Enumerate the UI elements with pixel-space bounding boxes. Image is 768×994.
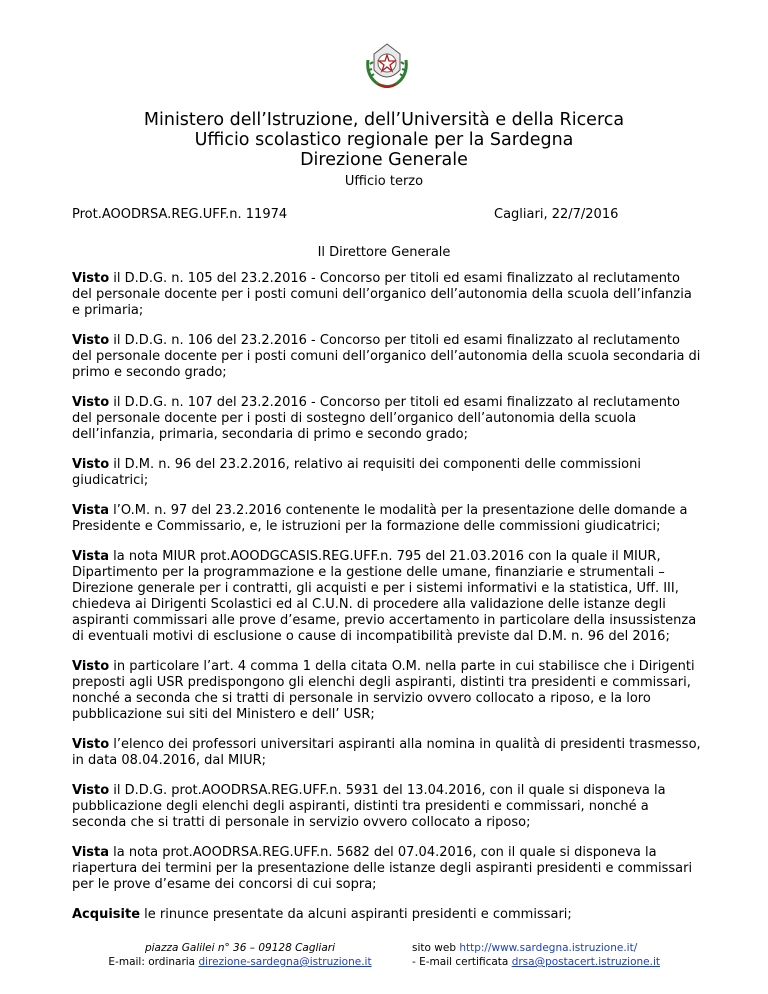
paragraph-text: la nota MIUR prot.AOODGCASIS.REG.UFF.n. 795 del 21.03.2016 con la quale il MIUR, Dipartimento per la programmazione e la gestione delle umane, finanziarie e strumentali – Direzione generale per i contratti, gli acquisti e per i sistemi informativi e la statistica, Uff. III, chiedeva ai Dirigenti Scolastici ed al C.U.N. di procedere alla validazione delle istanze degli aspiranti commissari alle prove d’esame, previo accertamento in particolare della insussistenza di eventuali motivi di esclusione o cause di incompatibilità previste dal D.M. n. 96 del 2016; <box>72 549 697 644</box>
paragraph <box>72 457 702 489</box>
paragraph-text: il D.D.G. n. 107 del 23.2.2016 - Concorso per titoli ed esami finalizzato al reclutamento del personale docente per i posti di sostegno dell’organico dell’autonomia della scuola dell’infanzia, primaria, secondaria di primo e secondo grado; <box>72 395 680 442</box>
paragraph-text: in particolare l’art. 4 comma 1 della citata O.M. nella parte in cui stabilisce che i Dirigenti preposti agli USR predispongono gli elenchi degli aspiranti, distinti tra presidenti e commissari, nonché a seconda che si tratti di personale in servizio ovvero collocato a riposo, e la loro pubblicazione sui siti del Ministero e dell’ USR; <box>72 659 695 722</box>
paragraph <box>72 907 702 923</box>
paragraph-lead: Visto <box>72 333 110 348</box>
email-label: E-mail: ordinaria <box>108 956 199 968</box>
paragraph <box>72 783 702 831</box>
footer-address: piazza Galilei n° 36 – 09128 Cagliari <box>144 942 336 954</box>
directorate-name: Direzione Generale <box>300 150 468 170</box>
footer-site-line <box>412 941 712 955</box>
paragraph-text: il D.D.G. n. 106 del 23.2.2016 - Concorso per titoli ed esami finalizzato al reclutamento del personale docente per i posti comuni dell’organico dell’autonomia della scuola secondaria di primo e secondo grado; <box>72 333 701 380</box>
footer-email-line <box>90 955 390 969</box>
paragraph-text: le rinunce presentate da alcuni aspiranti presidenti e commissari; <box>140 907 572 922</box>
paragraph-text: la nota prot.AOODRSA.REG.UFF.n. 5682 del 07.04.2016, con il quale si disponeva la riapertura dei termini per la presentazione delle istanze degli aspiranti presidenti e commissari per le prove d’esame dei concorsi di cui sopra; <box>72 845 693 892</box>
paragraph <box>72 737 702 769</box>
paragraph <box>72 395 702 443</box>
pec-email-link[interactable]: drsa@postacert.istruzione.it <box>511 956 661 968</box>
paragraph-lead: Visto <box>72 457 110 472</box>
site-label: sito web <box>412 942 460 954</box>
pec-label: - E-mail certificata <box>412 956 512 968</box>
paragraph-text: l’elenco dei professori universitari aspiranti alla nomina in qualità di presidenti trasmesso, in data 08.04.2016, dal MIUR; <box>72 737 701 768</box>
ministry-name: Ministero dell’Istruzione, dell’Università e della Ricerca <box>143 110 625 130</box>
regional-office-name: Ufficio scolastico regionale per la Sardegna <box>194 130 574 150</box>
footer-contacts-right <box>412 941 712 969</box>
office-name: Ufficio terzo <box>344 174 424 189</box>
paragraph-lead: Visto <box>72 783 110 798</box>
email-ordinaria-link[interactable]: direzione-sardegna@istruzione.it <box>198 956 372 968</box>
paragraph-text: il D.D.G. n. 105 del 23.2.2016 - Concorso per titoli ed esami finalizzato al reclutamento del personale docente per i posti comuni dell’organico dell’autonomia della scuola dell’infanzia e primaria; <box>72 271 692 318</box>
paragraph-lead: Visto <box>72 271 110 286</box>
italian-republic-emblem-icon <box>364 40 410 92</box>
paragraph <box>72 549 702 645</box>
signer-title: Il Direttore Generale <box>317 245 451 260</box>
paragraph-lead: Vista <box>72 845 110 860</box>
paragraph-text: il D.D.G. prot.AOODRSA.REG.UFF.n. 5931 del 13.04.2016, con il quale si disponeva la pubblicazione degli elenchi degli aspiranti, distinti tra presidenti e commissari, nonché a seconda che si tratti di personale in servizio ovvero collocato a riposo; <box>72 783 666 830</box>
paragraph <box>72 333 702 381</box>
paragraph-lead: Visto <box>72 737 110 752</box>
paragraph <box>72 271 702 319</box>
paragraph-text: il D.M. n. 96 del 23.2.2016, relativo ai requisiti dei componenti delle commissioni giudicatrici; <box>72 457 641 488</box>
footer-pec-line <box>412 955 712 969</box>
paragraph-lead: Visto <box>72 395 110 410</box>
paragraph <box>72 845 702 893</box>
footer-contacts-left <box>90 941 390 969</box>
place-date: Cagliari, 22/7/2016 <box>494 207 619 222</box>
protocol-number: Prot.AOODRSA.REG.UFF.n. 11974 <box>72 207 288 222</box>
paragraph <box>72 659 702 723</box>
website-link[interactable]: http://www.sardegna.istruzione.it/ <box>459 942 638 954</box>
paragraph-lead: Acquisite <box>72 907 141 922</box>
paragraph <box>72 503 702 535</box>
paragraph-lead: Visto <box>72 659 110 674</box>
paragraph-text: l’O.M. n. 97 del 23.2.2016 contenente le modalità per la presentazione delle domande a Presidente e Commissario, e, le istruzioni per la formazione delle commissioni giudicatrici; <box>72 503 688 534</box>
document-body <box>72 271 702 937</box>
paragraph-lead: Vista <box>72 549 110 564</box>
paragraph-lead: Vista <box>72 503 110 518</box>
